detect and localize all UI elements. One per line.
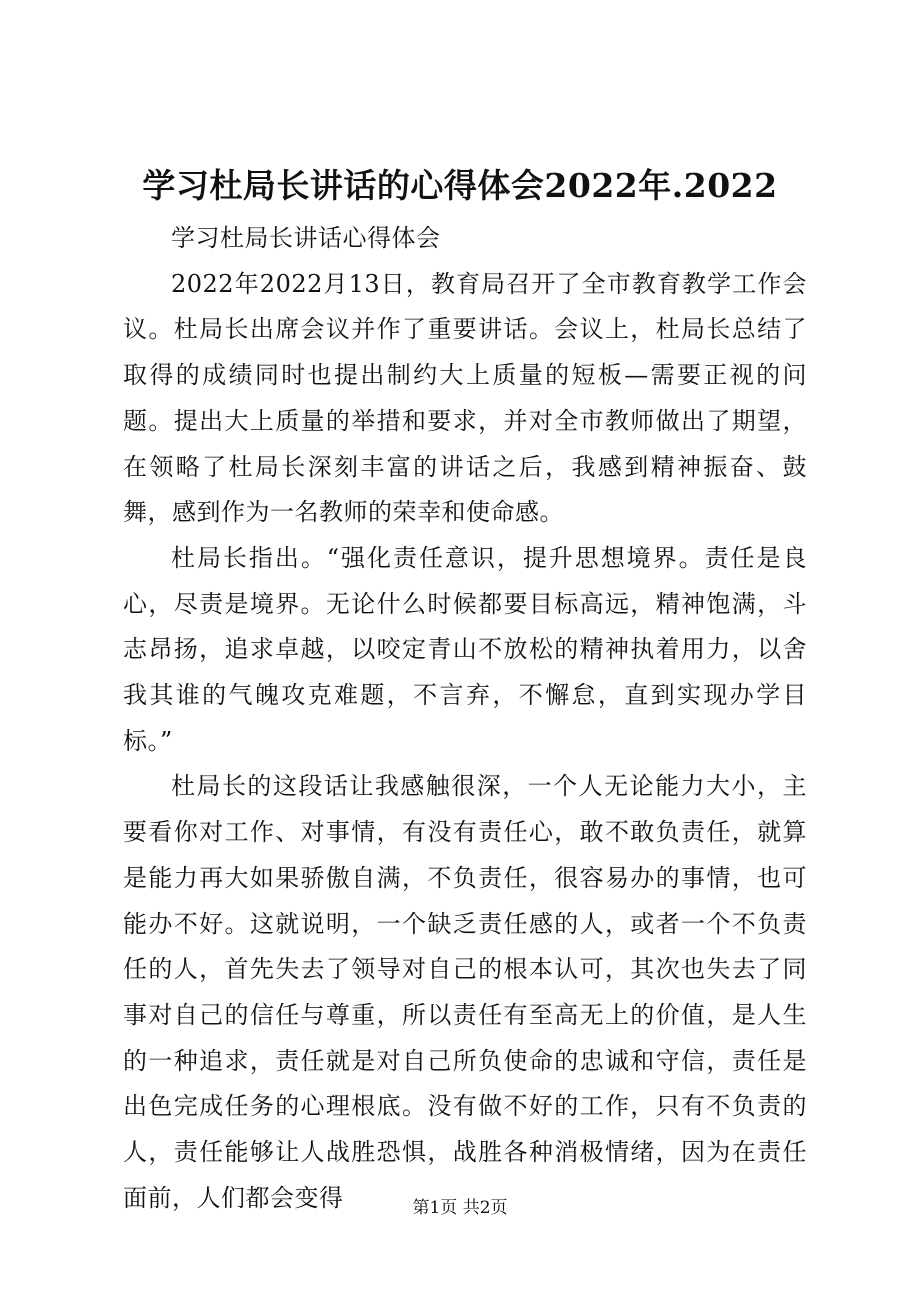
document-title: 学习杜局长讲话的心得体会2022年.2022: [142, 166, 778, 205]
paragraph: 杜局长的这段话让我感触很深，一个人无论能力大小，主要看你对工作、对事情，有没有责任心，敢不敢负责任，就算是能力再大如果骄傲自满，不负责任，很容易办的事情，也可能办不好。这就说明，一个缺乏责任感的人，或者一个不负责任的人，首先失去了领导对自己的根本认可，其次也失去了同事对自己的信任与尊重，所以责任有至高无上的价值，是人生的一种追求，责任就是对自己所负使命的忠诚和守信，责任是出色完成任务的心理根底。没有做不好的工作，只有不负责的人，责任能够让人战胜恐惧，战胜各种消极情绪，因为在责任面前，人们都会变得: [123, 772, 807, 1212]
document-body: [123, 216, 807, 1221]
paragraph: 杜局长指出。“强化责任意识，提升思想境界。责任是良心，尽责是境界。无论什么时候都要目标高远，精神饱满，斗志昂扬，追求卓越，以咬定青山不放松的精神执着用力，以舍我其谁的气魄攻克难题，不言弃，不懈怠，直到实现办学目标。”: [123, 543, 807, 755]
document-subtitle: 学习杜局长讲话心得体会: [171, 224, 441, 252]
paragraph: 2022年2022月13日，教育局召开了全市教育教学工作会议。杜局长出席会议并作了重要讲话。会议上，杜局长总结了取得的成绩同时也提出制约大上质量的短板—需要正视的问题。提出大上质量的举措和要求，并对全市教师做出了期望，在领略了杜局长深刻丰富的讲话之后，我感到精神振奋、鼓舞，感到作为一名教师的荣幸和使命感。: [123, 269, 807, 527]
page-footer: 第1页 共2页: [412, 1198, 508, 1218]
